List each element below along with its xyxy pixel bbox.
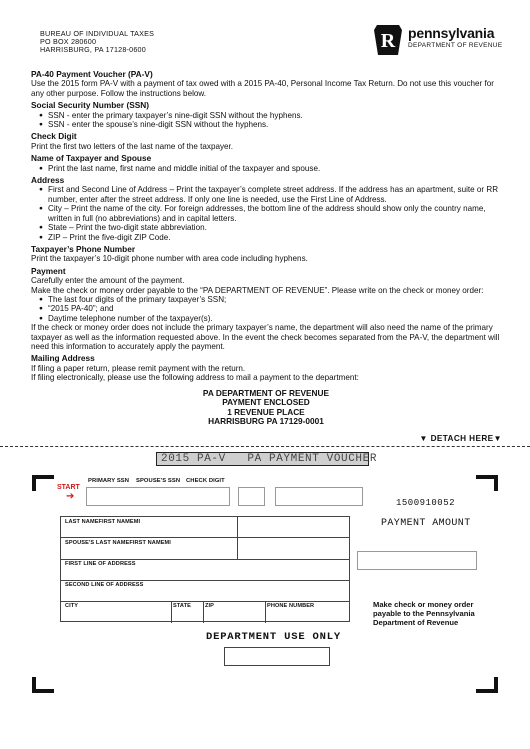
grid-divider — [61, 559, 349, 560]
check-digit-heading: Check Digit — [31, 131, 77, 142]
department-use-box — [224, 647, 330, 666]
spouse-ssn-label: SPOUSE'S SSN — [136, 478, 181, 484]
taxpayer-info-grid — [60, 516, 350, 622]
second-line-address-label[interactable]: SECOND LINE OF ADDRESS — [65, 582, 144, 588]
list-item: ● ZIP – Print the five-digit ZIP Code. — [31, 233, 501, 242]
mailing-heading: Mailing Address — [31, 353, 95, 364]
phone-heading: Taxpayer’s Phone Number — [31, 243, 136, 254]
grid-divider — [265, 601, 266, 623]
detach-dashed-line — [0, 446, 530, 447]
list-item: ● SSN - enter the primary taxpayer’s nine-digit SSN without the hyphens. — [31, 111, 501, 120]
detach-here-label: ▼ DETACH HERE▼ — [419, 434, 502, 443]
payable-note — [373, 601, 475, 627]
scan-code: 1500910052 — [396, 498, 456, 508]
first-name-text: FIRST NAME — [98, 519, 134, 525]
mailing-text: If filing electronically, please use the following address to mail a payment to the department: — [31, 373, 359, 383]
spouse-ssn-input[interactable] — [275, 487, 363, 506]
corner-mark — [32, 475, 54, 491]
grid-divider — [61, 580, 349, 581]
phone-text: Print the taxpayer’s 10-digit phone number with area code including hyphens. — [31, 254, 308, 264]
pa-revenue-logo — [374, 25, 504, 55]
zip-label[interactable]: ZIP — [205, 603, 215, 609]
payment-amount-label: PAYMENT AMOUNT — [381, 518, 471, 529]
check-digit-label: CHECK DIGIT — [186, 478, 225, 484]
state-label[interactable]: STATE — [173, 603, 192, 609]
payment-text: Make the check or money order payable to the “PA DEPARTMENT OF REVENUE”. Please write on the check or money order: — [31, 285, 484, 295]
address-line: BUREAU OF INDIVIDUAL TAXES — [40, 29, 155, 38]
spouse-mi-text: MI — [164, 540, 171, 546]
mi-text: MI — [133, 519, 141, 525]
grid-divider — [203, 601, 204, 623]
arrow-right-icon: ➔ — [66, 491, 75, 502]
voucher-title: 2015 PA-V PA PAYMENT VOUCHER — [156, 452, 369, 466]
instructions — [31, 67, 501, 427]
last-name-label[interactable] — [65, 519, 140, 525]
primary-ssn-label: PRIMARY SSN — [88, 478, 130, 484]
check-digit-input[interactable] — [238, 487, 265, 506]
list-item: ● State – Print the two-digit state abbreviation. — [31, 223, 501, 232]
grid-divider — [61, 537, 349, 538]
payment-amount-input[interactable] — [357, 551, 477, 570]
mail-address-line: PA DEPARTMENT OF REVENUE — [202, 387, 330, 398]
spouse-name-label[interactable] — [65, 540, 171, 546]
logo-dept: DEPARTMENT OF REVENUE — [408, 42, 503, 49]
first-line-address-label[interactable]: FIRST LINE OF ADDRESS — [65, 561, 136, 567]
logo-letter: R — [380, 30, 396, 52]
start-label: START — [57, 484, 80, 491]
list-item: ● SSN - enter the spouse’s nine-digit SSN without the hyphens. — [31, 120, 501, 129]
phone-label[interactable]: PHONE NUMBER — [267, 603, 315, 609]
keystone-logo-icon — [374, 25, 402, 55]
name-heading: Name of Taxpayer and Spouse — [31, 153, 152, 164]
note-line: Make check or money order — [373, 600, 474, 609]
list-item: ● Print the last name, first name and middle initial of the taxpayer and spouse. — [31, 164, 501, 173]
intro-text: Use the 2015 form PA-V with a payment of tax owed with a 2015 PA-40, Personal Income Tax Return. Do not use this voucher for any other purpose. Follow the instructions below. — [31, 79, 494, 98]
note-line: payable to the Pennsylvania — [373, 608, 475, 618]
list-item: ● “2015 PA-40”; and — [31, 304, 501, 313]
payment-text: If the check or money order does not include the primary taxpayer’s name, the department will also need the name of the primary taxpayer as well as the information requested above. In the event the check becomes separated from the PA-V, the department will need this information to accurately apply the payment. — [31, 323, 500, 351]
list-item: ● City – Print the name of the city. For foreign addresses, the bottom line of the address should show only the country name, written in full (no abbreviations) and in capital letters. — [31, 204, 501, 223]
spouse-first-name-text: FIRST NAME — [129, 540, 165, 546]
corner-mark — [476, 677, 498, 693]
check-digit-text: Print the first two letters of the last name of the taxpayer. — [31, 141, 233, 151]
grid-divider — [171, 601, 172, 623]
bureau-address — [40, 30, 154, 55]
mail-address-line: 1 REVENUE PLACE — [227, 406, 305, 417]
name-list — [31, 164, 501, 173]
spouse-last-name-text: SPOUSE'S LAST NAME — [65, 540, 130, 546]
last-name-text: LAST NAME — [65, 519, 99, 525]
city-label[interactable]: CITY — [65, 603, 79, 609]
corner-mark — [32, 677, 54, 693]
address-heading: Address — [31, 175, 65, 186]
list-item: ● Daytime telephone number of the taxpayer(s). — [31, 314, 501, 323]
grid-divider — [237, 517, 238, 559]
payment-list — [31, 295, 501, 323]
address-list — [31, 185, 501, 241]
payment-text: Carefully enter the amount of the payment. — [31, 276, 185, 286]
note-line: Department of Revenue — [373, 617, 459, 627]
department-use-only-label: DEPARTMENT USE ONLY — [206, 631, 341, 643]
list-item: ● First and Second Line of Address – Print the taxpayer’s complete street address. If the address has an apartment, suite or RR number, enter after the street address. If only one line is needed, use the First Line of Address. — [31, 185, 501, 204]
grid-divider — [61, 601, 349, 602]
list-item: ● The last four digits of the primary taxpayer’s SSN; — [31, 295, 501, 304]
address-line: HARRISBURG, PA 17128-0600 — [40, 45, 146, 55]
address-line: PO BOX 280600 — [40, 37, 97, 47]
logo-name: pennsylvania — [408, 25, 495, 41]
corner-mark — [476, 475, 498, 491]
mail-address-block — [31, 389, 501, 427]
ssn-input-box[interactable] — [86, 487, 230, 506]
payment-heading: Payment — [31, 265, 66, 276]
instructions-title: PA-40 Payment Voucher (PA-V) — [31, 69, 153, 79]
mail-address-line: PAYMENT ENCLOSED — [222, 397, 310, 408]
mailing-text: If filing a paper return, please remit payment with the return. — [31, 363, 246, 373]
mail-address-line: HARRISBURG PA 17129-0001 — [208, 416, 324, 427]
ssn-heading: Social Security Number (SSN) — [31, 100, 150, 111]
ssn-list — [31, 111, 501, 130]
